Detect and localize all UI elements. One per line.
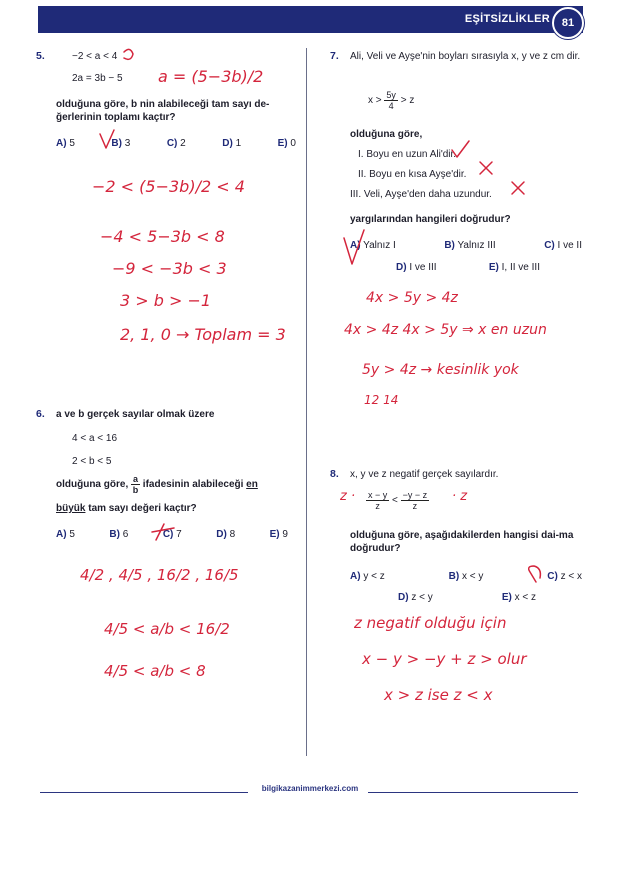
q8-option-e[interactable]: E) x < z xyxy=(501,592,536,603)
q5-given1: −2 < a < 4 xyxy=(72,51,118,62)
q6-option-d[interactable]: D) 8 xyxy=(216,529,236,540)
q5-work-1: a = (5−3b)/2 xyxy=(158,67,264,86)
q5-work-4: −9 < −3b < 3 xyxy=(112,259,227,278)
q8-margin-z-right: · z xyxy=(452,489,468,504)
q5-question: olduğuna göre, b nin alabileceği tam sayı de-ğerlerinin toplamı kaçtır? xyxy=(56,99,270,123)
q7-intro: Ali, Veli ve Ayşe'nin boyları sırasıyla x, y ve z cm dir. xyxy=(350,51,581,62)
q5-work-5: 3 > b > −1 xyxy=(120,291,212,310)
q8-answer-check xyxy=(529,566,541,582)
q7-work-3: 5y > 4z → kesinlik yok xyxy=(362,362,519,378)
q7-statement-2: II. Boyu en kısa Ayşe'dir. xyxy=(358,169,467,180)
q5-number: 5. xyxy=(36,50,45,62)
q8-question: olduğuna göre, aşağıdakilerden hangisi dai-ma doğrudur? xyxy=(350,530,574,554)
q7-option-d[interactable]: D) I ve III xyxy=(396,262,437,273)
q5-given2: 2a = 3b − 5 xyxy=(72,73,123,84)
q5-option-e[interactable]: E) 0 xyxy=(277,138,296,149)
q7-statement-1: I. Boyu en uzun Ali'dir. xyxy=(358,149,457,160)
q6-fraction: $\frac{a}{b}$ xyxy=(132,474,139,495)
q5-answer-check xyxy=(100,130,114,148)
q8-work-2: x − y > −y + z > olur xyxy=(362,650,527,668)
q5-option-a[interactable]: A) 5 xyxy=(56,138,75,149)
q8-inequality: $\frac{x - y}{z}$ < $\frac{-y - z}{z}$ xyxy=(368,490,428,511)
q5-work-6: 2, 1, 0 → Toplam = 3 xyxy=(120,325,286,344)
q6-work-1: 4/2 , 4/5 , 16/2 , 16/5 xyxy=(80,566,239,584)
q6-option-e[interactable]: E) 9 xyxy=(269,529,288,540)
q6-answer-check xyxy=(152,524,174,540)
q7-work-2: 4x > 4z 4x > 5y ⇒ x en uzun xyxy=(344,322,547,338)
q7-x-3 xyxy=(512,182,524,194)
q6-question-line2: büyük tam sayı değeri kaçtır? xyxy=(56,503,197,514)
q7-option-c[interactable]: C) I ve II xyxy=(544,240,582,251)
q7-given-label: olduğuna göre, xyxy=(350,129,423,140)
q7-option-b[interactable]: B) Yalnız III xyxy=(444,240,496,251)
q8-option-d[interactable]: D) z < y xyxy=(398,592,433,603)
q5-work-2: −2 < (5−3b)/2 < 4 xyxy=(92,177,245,196)
q6-option-b[interactable]: B) 6 xyxy=(109,529,129,540)
q6-intro: a ve b gerçek sayılar olmak üzere xyxy=(56,409,215,420)
q8-number: 8. xyxy=(330,468,339,480)
q5-option-b[interactable]: B) 3 xyxy=(111,138,131,149)
q7-work-4: 12 14 xyxy=(364,393,399,407)
q8-margin-z-left: z · xyxy=(340,489,356,504)
q7-work-1: 4x > 5y > 4z xyxy=(366,290,458,306)
q6-work-3: 4/5 < a/b < 8 xyxy=(104,662,206,680)
q6-given2: 2 < b < 5 xyxy=(72,456,112,467)
chapter-title: EŞİTSİZLİKLER xyxy=(464,13,550,25)
q7-statement-3: III. Veli, Ayşe'den daha uzundur. xyxy=(350,189,492,200)
q7-check-1 xyxy=(452,141,469,157)
q6-question-line1: olduğuna göre, $\frac{a}{b}$ ifadesinin alabileceği en xyxy=(56,474,258,495)
q6-work-2: 4/5 < a/b < 16/2 xyxy=(104,620,230,638)
q8-work-1: z negatif olduğu için xyxy=(354,614,507,632)
q7-answer-check xyxy=(344,230,364,264)
q6-given1: 4 < a < 16 xyxy=(72,433,118,444)
q7-option-a[interactable]: A) Yalnız I xyxy=(350,240,396,251)
q6-number: 6. xyxy=(36,408,45,420)
q8-option-c[interactable]: C) z < x xyxy=(547,571,582,582)
page-number: 81 xyxy=(552,7,584,39)
q5-option-d[interactable]: D) 1 xyxy=(222,138,242,149)
q8-option-b[interactable]: B) x < y xyxy=(448,571,484,582)
q5-option-c[interactable]: C) 2 xyxy=(166,138,186,149)
q5-circle-4 xyxy=(124,49,133,59)
q8-option-a[interactable]: A) y < z xyxy=(350,571,385,582)
footer-site: bilgikazanimmerkezi.com xyxy=(261,784,359,793)
q6-option-c[interactable]: C) 7 xyxy=(162,529,182,540)
q8-intro: x, y ve z negatif gerçek sayılardır. xyxy=(350,469,499,480)
q7-question: yargılarından hangileri doğrudur? xyxy=(350,214,511,225)
q7-inequality: x > $\frac{5y}{4}$ > z xyxy=(368,90,415,111)
q7-option-e[interactable]: E) I, II ve III xyxy=(488,262,540,273)
q6-option-a[interactable]: A) 5 xyxy=(56,529,75,540)
q7-number: 7. xyxy=(330,50,339,62)
q5-work-3: −4 < 5−3b < 8 xyxy=(100,227,225,246)
q8-work-3: x > z ise z < x xyxy=(384,686,493,704)
q7-x-2 xyxy=(480,162,492,174)
